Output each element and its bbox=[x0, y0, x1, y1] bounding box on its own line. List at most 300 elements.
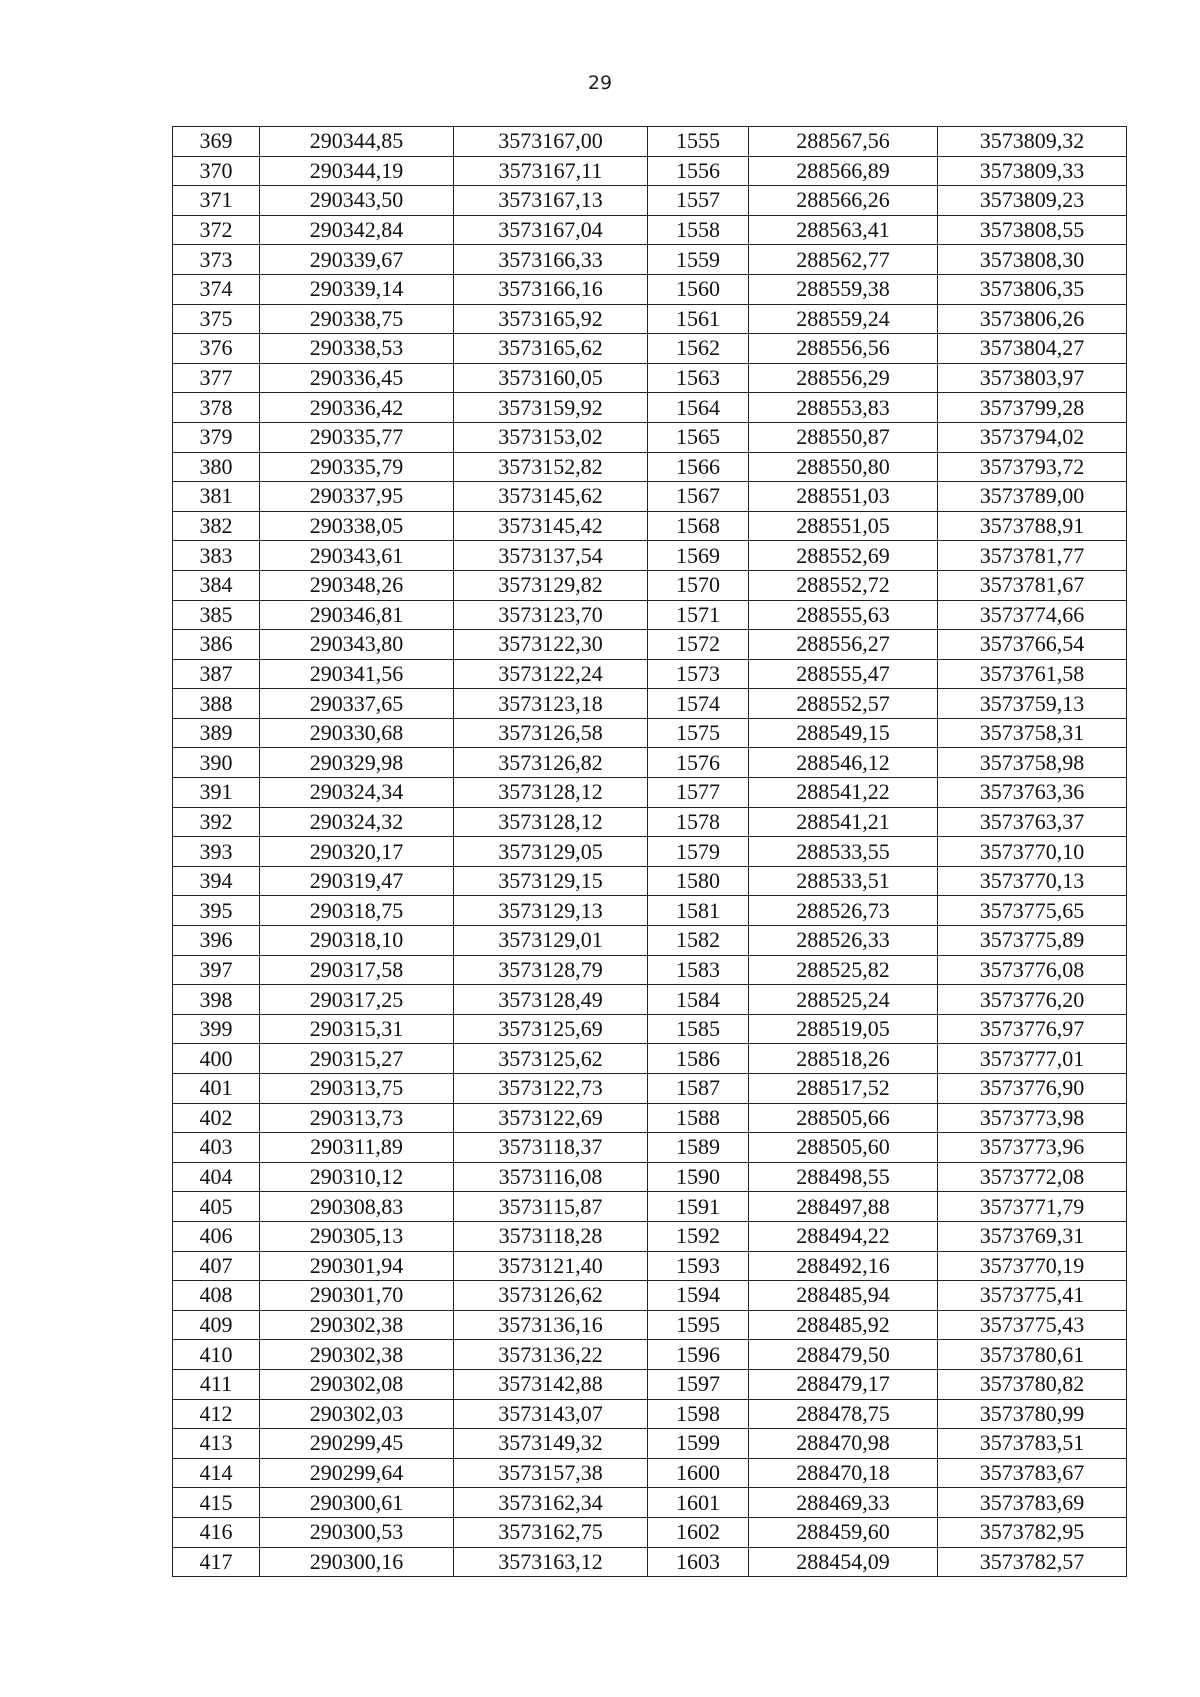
table-cell-y-coordinate: 3573808,55 bbox=[938, 215, 1127, 245]
table-cell-x-coordinate: 288470,98 bbox=[749, 1429, 938, 1459]
table-cell-x-coordinate: 288546,12 bbox=[749, 748, 938, 778]
table-cell-y-coordinate: 3573125,69 bbox=[454, 1014, 648, 1044]
table-cell-x-coordinate: 290324,34 bbox=[260, 778, 454, 808]
table-cell-y-coordinate: 3573783,67 bbox=[938, 1458, 1127, 1488]
table-row bbox=[173, 1310, 1127, 1340]
table-row bbox=[173, 896, 1127, 926]
table-cell-x-coordinate: 288479,17 bbox=[749, 1369, 938, 1399]
table-cell-point-number: 1602 bbox=[648, 1517, 749, 1547]
table-cell-y-coordinate: 3573775,65 bbox=[938, 896, 1127, 926]
table-cell-x-coordinate: 290341,56 bbox=[260, 659, 454, 689]
table-cell-point-number: 395 bbox=[173, 896, 260, 926]
table-cell-x-coordinate: 290338,05 bbox=[260, 511, 454, 541]
table-cell-y-coordinate: 3573803,97 bbox=[938, 363, 1127, 393]
table-cell-x-coordinate: 290343,50 bbox=[260, 186, 454, 216]
table-row bbox=[173, 1399, 1127, 1429]
table-row bbox=[173, 778, 1127, 808]
table-cell-point-number: 1598 bbox=[648, 1399, 749, 1429]
table-row bbox=[173, 659, 1127, 689]
table-cell-x-coordinate: 290302,38 bbox=[260, 1310, 454, 1340]
table-cell-y-coordinate: 3573806,26 bbox=[938, 304, 1127, 334]
table-cell-x-coordinate: 290310,12 bbox=[260, 1162, 454, 1192]
table-cell-point-number: 1564 bbox=[648, 393, 749, 423]
table-row bbox=[173, 452, 1127, 482]
table-cell-y-coordinate: 3573121,40 bbox=[454, 1251, 648, 1281]
table-cell-point-number: 1588 bbox=[648, 1103, 749, 1133]
table-cell-x-coordinate: 290336,42 bbox=[260, 393, 454, 423]
table-cell-x-coordinate: 290315,31 bbox=[260, 1014, 454, 1044]
table-cell-point-number: 391 bbox=[173, 778, 260, 808]
table-cell-x-coordinate: 288525,82 bbox=[749, 955, 938, 985]
table-cell-x-coordinate: 288541,21 bbox=[749, 807, 938, 837]
table-cell-point-number: 405 bbox=[173, 1192, 260, 1222]
table-cell-point-number: 1585 bbox=[648, 1014, 749, 1044]
table-cell-x-coordinate: 288551,03 bbox=[749, 482, 938, 512]
table-cell-y-coordinate: 3573128,12 bbox=[454, 778, 648, 808]
table-cell-point-number: 1560 bbox=[648, 274, 749, 304]
table-cell-point-number: 1599 bbox=[648, 1429, 749, 1459]
table-cell-y-coordinate: 3573149,32 bbox=[454, 1429, 648, 1459]
table-cell-point-number: 371 bbox=[173, 186, 260, 216]
table-cell-point-number: 396 bbox=[173, 926, 260, 956]
table-cell-y-coordinate: 3573137,54 bbox=[454, 541, 648, 571]
coordinates-table bbox=[172, 126, 1127, 1577]
table-row bbox=[173, 393, 1127, 423]
table-cell-point-number: 1556 bbox=[648, 156, 749, 186]
table-row bbox=[173, 541, 1127, 571]
table-cell-y-coordinate: 3573780,82 bbox=[938, 1369, 1127, 1399]
table-cell-x-coordinate: 290344,19 bbox=[260, 156, 454, 186]
table-cell-x-coordinate: 288552,72 bbox=[749, 570, 938, 600]
table-cell-x-coordinate: 288549,15 bbox=[749, 718, 938, 748]
table-cell-point-number: 1562 bbox=[648, 334, 749, 364]
table-cell-x-coordinate: 290318,75 bbox=[260, 896, 454, 926]
table-cell-y-coordinate: 3573125,62 bbox=[454, 1044, 648, 1074]
table-cell-x-coordinate: 288505,60 bbox=[749, 1133, 938, 1163]
table-cell-y-coordinate: 3573776,08 bbox=[938, 955, 1127, 985]
table-cell-x-coordinate: 288556,29 bbox=[749, 363, 938, 393]
table-cell-point-number: 1569 bbox=[648, 541, 749, 571]
table-cell-y-coordinate: 3573126,58 bbox=[454, 718, 648, 748]
table-row bbox=[173, 1103, 1127, 1133]
table-cell-x-coordinate: 290300,16 bbox=[260, 1547, 454, 1577]
table-cell-y-coordinate: 3573167,13 bbox=[454, 186, 648, 216]
table-cell-x-coordinate: 288469,33 bbox=[749, 1488, 938, 1518]
table-cell-x-coordinate: 288526,73 bbox=[749, 896, 938, 926]
table-row bbox=[173, 422, 1127, 452]
table-cell-point-number: 1558 bbox=[648, 215, 749, 245]
table-cell-point-number: 382 bbox=[173, 511, 260, 541]
table-cell-point-number: 404 bbox=[173, 1162, 260, 1192]
coordinates-table-body bbox=[173, 127, 1127, 1577]
table-row bbox=[173, 1281, 1127, 1311]
table-cell-x-coordinate: 288566,26 bbox=[749, 186, 938, 216]
table-cell-y-coordinate: 3573761,58 bbox=[938, 659, 1127, 689]
table-cell-y-coordinate: 3573770,10 bbox=[938, 837, 1127, 867]
table-cell-x-coordinate: 290315,27 bbox=[260, 1044, 454, 1074]
table-cell-y-coordinate: 3573129,01 bbox=[454, 926, 648, 956]
table-row bbox=[173, 1192, 1127, 1222]
table-cell-y-coordinate: 3573775,89 bbox=[938, 926, 1127, 956]
table-cell-point-number: 402 bbox=[173, 1103, 260, 1133]
table-cell-y-coordinate: 3573780,99 bbox=[938, 1399, 1127, 1429]
table-cell-y-coordinate: 3573115,87 bbox=[454, 1192, 648, 1222]
table-cell-point-number: 380 bbox=[173, 452, 260, 482]
table-cell-y-coordinate: 3573145,62 bbox=[454, 482, 648, 512]
table-cell-point-number: 398 bbox=[173, 985, 260, 1015]
table-cell-y-coordinate: 3573809,32 bbox=[938, 127, 1127, 157]
table-row bbox=[173, 334, 1127, 364]
table-cell-y-coordinate: 3573126,82 bbox=[454, 748, 648, 778]
table-cell-y-coordinate: 3573774,66 bbox=[938, 600, 1127, 630]
table-cell-x-coordinate: 290317,58 bbox=[260, 955, 454, 985]
table-cell-point-number: 411 bbox=[173, 1369, 260, 1399]
table-cell-x-coordinate: 288479,50 bbox=[749, 1340, 938, 1370]
table-cell-point-number: 1568 bbox=[648, 511, 749, 541]
table-cell-y-coordinate: 3573167,04 bbox=[454, 215, 648, 245]
table-cell-y-coordinate: 3573773,98 bbox=[938, 1103, 1127, 1133]
table-cell-point-number: 1572 bbox=[648, 630, 749, 660]
table-cell-y-coordinate: 3573773,96 bbox=[938, 1133, 1127, 1163]
table-cell-x-coordinate: 288567,56 bbox=[749, 127, 938, 157]
table-cell-y-coordinate: 3573128,12 bbox=[454, 807, 648, 837]
table-cell-point-number: 407 bbox=[173, 1251, 260, 1281]
table-cell-y-coordinate: 3573167,00 bbox=[454, 127, 648, 157]
table-cell-x-coordinate: 288478,75 bbox=[749, 1399, 938, 1429]
table-cell-x-coordinate: 290339,67 bbox=[260, 245, 454, 275]
table-cell-y-coordinate: 3573126,62 bbox=[454, 1281, 648, 1311]
table-cell-point-number: 378 bbox=[173, 393, 260, 423]
table-cell-y-coordinate: 3573166,33 bbox=[454, 245, 648, 275]
table-cell-point-number: 1579 bbox=[648, 837, 749, 867]
table-cell-x-coordinate: 290329,98 bbox=[260, 748, 454, 778]
table-cell-point-number: 1594 bbox=[648, 1281, 749, 1311]
table-cell-point-number: 389 bbox=[173, 718, 260, 748]
table-cell-x-coordinate: 288517,52 bbox=[749, 1074, 938, 1104]
table-cell-point-number: 406 bbox=[173, 1221, 260, 1251]
table-row bbox=[173, 1221, 1127, 1251]
table-cell-x-coordinate: 290337,95 bbox=[260, 482, 454, 512]
table-cell-point-number: 1603 bbox=[648, 1547, 749, 1577]
table-cell-x-coordinate: 288454,09 bbox=[749, 1547, 938, 1577]
table-cell-x-coordinate: 288533,55 bbox=[749, 837, 938, 867]
table-cell-y-coordinate: 3573806,35 bbox=[938, 274, 1127, 304]
table-cell-x-coordinate: 290343,61 bbox=[260, 541, 454, 571]
table-cell-point-number: 415 bbox=[173, 1488, 260, 1518]
table-cell-y-coordinate: 3573808,30 bbox=[938, 245, 1127, 275]
table-cell-point-number: 1600 bbox=[648, 1458, 749, 1488]
table-row bbox=[173, 511, 1127, 541]
table-cell-point-number: 384 bbox=[173, 570, 260, 600]
table-cell-y-coordinate: 3573165,62 bbox=[454, 334, 648, 364]
table-cell-y-coordinate: 3573763,36 bbox=[938, 778, 1127, 808]
table-cell-y-coordinate: 3573129,13 bbox=[454, 896, 648, 926]
table-cell-x-coordinate: 288494,22 bbox=[749, 1221, 938, 1251]
table-cell-y-coordinate: 3573129,05 bbox=[454, 837, 648, 867]
table-cell-y-coordinate: 3573136,22 bbox=[454, 1340, 648, 1370]
table-row bbox=[173, 1014, 1127, 1044]
table-cell-point-number: 1557 bbox=[648, 186, 749, 216]
table-cell-y-coordinate: 3573122,24 bbox=[454, 659, 648, 689]
table-cell-x-coordinate: 290346,81 bbox=[260, 600, 454, 630]
table-cell-x-coordinate: 290336,45 bbox=[260, 363, 454, 393]
table-cell-y-coordinate: 3573153,02 bbox=[454, 422, 648, 452]
table-row bbox=[173, 1251, 1127, 1281]
table-cell-point-number: 1586 bbox=[648, 1044, 749, 1074]
table-cell-y-coordinate: 3573163,12 bbox=[454, 1547, 648, 1577]
table-cell-point-number: 1584 bbox=[648, 985, 749, 1015]
table-cell-y-coordinate: 3573782,95 bbox=[938, 1517, 1127, 1547]
table-cell-y-coordinate: 3573165,92 bbox=[454, 304, 648, 334]
table-cell-x-coordinate: 288505,66 bbox=[749, 1103, 938, 1133]
table-cell-point-number: 399 bbox=[173, 1014, 260, 1044]
table-cell-x-coordinate: 290311,89 bbox=[260, 1133, 454, 1163]
table-cell-x-coordinate: 288555,63 bbox=[749, 600, 938, 630]
table-cell-point-number: 370 bbox=[173, 156, 260, 186]
table-cell-x-coordinate: 290300,53 bbox=[260, 1517, 454, 1547]
table-cell-point-number: 376 bbox=[173, 334, 260, 364]
table-cell-x-coordinate: 290319,47 bbox=[260, 866, 454, 896]
table-row bbox=[173, 718, 1127, 748]
table-cell-point-number: 393 bbox=[173, 837, 260, 867]
table-cell-y-coordinate: 3573157,38 bbox=[454, 1458, 648, 1488]
table-cell-x-coordinate: 290338,53 bbox=[260, 334, 454, 364]
table-row bbox=[173, 1517, 1127, 1547]
table-cell-point-number: 1593 bbox=[648, 1251, 749, 1281]
table-cell-point-number: 1573 bbox=[648, 659, 749, 689]
table-cell-x-coordinate: 288556,27 bbox=[749, 630, 938, 660]
table-cell-y-coordinate: 3573782,57 bbox=[938, 1547, 1127, 1577]
table-cell-y-coordinate: 3573123,70 bbox=[454, 600, 648, 630]
table-cell-y-coordinate: 3573758,31 bbox=[938, 718, 1127, 748]
table-row bbox=[173, 866, 1127, 896]
table-cell-point-number: 1580 bbox=[648, 866, 749, 896]
table-cell-x-coordinate: 288541,22 bbox=[749, 778, 938, 808]
table-cell-point-number: 1590 bbox=[648, 1162, 749, 1192]
table-cell-x-coordinate: 288519,05 bbox=[749, 1014, 938, 1044]
table-row bbox=[173, 1133, 1127, 1163]
table-cell-x-coordinate: 288526,33 bbox=[749, 926, 938, 956]
table-cell-y-coordinate: 3573118,37 bbox=[454, 1133, 648, 1163]
table-row bbox=[173, 1044, 1127, 1074]
table-cell-y-coordinate: 3573145,42 bbox=[454, 511, 648, 541]
table-cell-point-number: 377 bbox=[173, 363, 260, 393]
table-cell-y-coordinate: 3573775,43 bbox=[938, 1310, 1127, 1340]
page-number: 29 bbox=[587, 72, 613, 94]
table-cell-y-coordinate: 3573122,69 bbox=[454, 1103, 648, 1133]
table-cell-y-coordinate: 3573142,88 bbox=[454, 1369, 648, 1399]
table-cell-point-number: 414 bbox=[173, 1458, 260, 1488]
table-cell-point-number: 374 bbox=[173, 274, 260, 304]
table-cell-point-number: 1595 bbox=[648, 1310, 749, 1340]
table-row bbox=[173, 1162, 1127, 1192]
table-cell-y-coordinate: 3573128,49 bbox=[454, 985, 648, 1015]
table-cell-x-coordinate: 288566,89 bbox=[749, 156, 938, 186]
table-cell-y-coordinate: 3573781,77 bbox=[938, 541, 1127, 571]
table-cell-y-coordinate: 3573770,13 bbox=[938, 866, 1127, 896]
table-cell-x-coordinate: 290348,26 bbox=[260, 570, 454, 600]
table-row bbox=[173, 304, 1127, 334]
table-cell-y-coordinate: 3573763,37 bbox=[938, 807, 1127, 837]
table-row bbox=[173, 600, 1127, 630]
table-cell-x-coordinate: 290308,83 bbox=[260, 1192, 454, 1222]
table-cell-y-coordinate: 3573162,34 bbox=[454, 1488, 648, 1518]
table-row bbox=[173, 689, 1127, 719]
table-cell-point-number: 413 bbox=[173, 1429, 260, 1459]
table-cell-y-coordinate: 3573122,30 bbox=[454, 630, 648, 660]
table-row bbox=[173, 156, 1127, 186]
table-cell-point-number: 379 bbox=[173, 422, 260, 452]
table-cell-x-coordinate: 290305,13 bbox=[260, 1221, 454, 1251]
table-cell-y-coordinate: 3573129,82 bbox=[454, 570, 648, 600]
table-cell-y-coordinate: 3573776,20 bbox=[938, 985, 1127, 1015]
table-cell-point-number: 403 bbox=[173, 1133, 260, 1163]
table-cell-x-coordinate: 290302,03 bbox=[260, 1399, 454, 1429]
table-cell-x-coordinate: 290318,10 bbox=[260, 926, 454, 956]
table-cell-x-coordinate: 290302,38 bbox=[260, 1340, 454, 1370]
table-cell-y-coordinate: 3573783,51 bbox=[938, 1429, 1127, 1459]
table-row bbox=[173, 482, 1127, 512]
table-cell-y-coordinate: 3573775,41 bbox=[938, 1281, 1127, 1311]
table-cell-point-number: 369 bbox=[173, 127, 260, 157]
table-cell-x-coordinate: 290330,68 bbox=[260, 718, 454, 748]
table-cell-x-coordinate: 290301,70 bbox=[260, 1281, 454, 1311]
table-cell-x-coordinate: 290324,32 bbox=[260, 807, 454, 837]
table-cell-x-coordinate: 290317,25 bbox=[260, 985, 454, 1015]
table-cell-point-number: 1596 bbox=[648, 1340, 749, 1370]
table-row bbox=[173, 1458, 1127, 1488]
table-cell-x-coordinate: 288470,18 bbox=[749, 1458, 938, 1488]
table-cell-y-coordinate: 3573129,15 bbox=[454, 866, 648, 896]
table-cell-x-coordinate: 290302,08 bbox=[260, 1369, 454, 1399]
table-cell-point-number: 1581 bbox=[648, 896, 749, 926]
table-cell-y-coordinate: 3573128,79 bbox=[454, 955, 648, 985]
table-cell-x-coordinate: 290337,65 bbox=[260, 689, 454, 719]
table-row bbox=[173, 570, 1127, 600]
table-cell-x-coordinate: 290301,94 bbox=[260, 1251, 454, 1281]
table-cell-point-number: 408 bbox=[173, 1281, 260, 1311]
table-cell-point-number: 410 bbox=[173, 1340, 260, 1370]
table-row bbox=[173, 186, 1127, 216]
table-row bbox=[173, 127, 1127, 157]
table-row bbox=[173, 363, 1127, 393]
table-cell-x-coordinate: 290313,73 bbox=[260, 1103, 454, 1133]
table-cell-x-coordinate: 288556,56 bbox=[749, 334, 938, 364]
table-cell-x-coordinate: 290320,17 bbox=[260, 837, 454, 867]
table-cell-x-coordinate: 288559,24 bbox=[749, 304, 938, 334]
table-row bbox=[173, 1429, 1127, 1459]
table-cell-point-number: 1567 bbox=[648, 482, 749, 512]
table-cell-y-coordinate: 3573769,31 bbox=[938, 1221, 1127, 1251]
table-cell-x-coordinate: 288525,24 bbox=[749, 985, 938, 1015]
table-cell-x-coordinate: 290338,75 bbox=[260, 304, 454, 334]
table-cell-y-coordinate: 3573780,61 bbox=[938, 1340, 1127, 1370]
table-cell-x-coordinate: 288552,57 bbox=[749, 689, 938, 719]
table-row bbox=[173, 985, 1127, 1015]
table-cell-x-coordinate: 288562,77 bbox=[749, 245, 938, 275]
table-cell-x-coordinate: 288485,94 bbox=[749, 1281, 938, 1311]
table-cell-x-coordinate: 288555,47 bbox=[749, 659, 938, 689]
table-cell-y-coordinate: 3573136,16 bbox=[454, 1310, 648, 1340]
table-row bbox=[173, 837, 1127, 867]
table-cell-y-coordinate: 3573143,07 bbox=[454, 1399, 648, 1429]
table-cell-x-coordinate: 290335,79 bbox=[260, 452, 454, 482]
table-cell-x-coordinate: 290335,77 bbox=[260, 422, 454, 452]
table-row bbox=[173, 748, 1127, 778]
table-cell-x-coordinate: 288518,26 bbox=[749, 1044, 938, 1074]
table-cell-x-coordinate: 288550,87 bbox=[749, 422, 938, 452]
table-cell-point-number: 1559 bbox=[648, 245, 749, 275]
table-row bbox=[173, 1074, 1127, 1104]
table-cell-x-coordinate: 288550,80 bbox=[749, 452, 938, 482]
table-cell-y-coordinate: 3573776,97 bbox=[938, 1014, 1127, 1044]
table-row bbox=[173, 807, 1127, 837]
table-cell-y-coordinate: 3573789,00 bbox=[938, 482, 1127, 512]
table-row bbox=[173, 1547, 1127, 1577]
table-cell-point-number: 409 bbox=[173, 1310, 260, 1340]
table-cell-point-number: 392 bbox=[173, 807, 260, 837]
table-cell-y-coordinate: 3573804,27 bbox=[938, 334, 1127, 364]
table-cell-point-number: 385 bbox=[173, 600, 260, 630]
table-cell-y-coordinate: 3573809,33 bbox=[938, 156, 1127, 186]
table-cell-x-coordinate: 288553,83 bbox=[749, 393, 938, 423]
table-cell-y-coordinate: 3573809,23 bbox=[938, 186, 1127, 216]
table-row bbox=[173, 926, 1127, 956]
table-cell-y-coordinate: 3573793,72 bbox=[938, 452, 1127, 482]
table-cell-y-coordinate: 3573771,79 bbox=[938, 1192, 1127, 1222]
table-row bbox=[173, 245, 1127, 275]
table-cell-point-number: 400 bbox=[173, 1044, 260, 1074]
table-cell-point-number: 1601 bbox=[648, 1488, 749, 1518]
table-cell-x-coordinate: 288459,60 bbox=[749, 1517, 938, 1547]
table-cell-point-number: 1566 bbox=[648, 452, 749, 482]
table-cell-x-coordinate: 288485,92 bbox=[749, 1310, 938, 1340]
table-row bbox=[173, 215, 1127, 245]
table-cell-point-number: 1571 bbox=[648, 600, 749, 630]
table-cell-point-number: 1574 bbox=[648, 689, 749, 719]
table-cell-y-coordinate: 3573118,28 bbox=[454, 1221, 648, 1251]
table-cell-point-number: 1555 bbox=[648, 127, 749, 157]
table-row bbox=[173, 630, 1127, 660]
table-cell-x-coordinate: 288533,51 bbox=[749, 866, 938, 896]
table-cell-x-coordinate: 288552,69 bbox=[749, 541, 938, 571]
table-cell-point-number: 1597 bbox=[648, 1369, 749, 1399]
table-row bbox=[173, 1488, 1127, 1518]
table-cell-y-coordinate: 3573159,92 bbox=[454, 393, 648, 423]
table-cell-point-number: 1575 bbox=[648, 718, 749, 748]
table-cell-point-number: 375 bbox=[173, 304, 260, 334]
table-cell-y-coordinate: 3573758,98 bbox=[938, 748, 1127, 778]
table-cell-x-coordinate: 288551,05 bbox=[749, 511, 938, 541]
table-cell-y-coordinate: 3573166,16 bbox=[454, 274, 648, 304]
table-cell-y-coordinate: 3573122,73 bbox=[454, 1074, 648, 1104]
table-cell-point-number: 373 bbox=[173, 245, 260, 275]
table-cell-point-number: 390 bbox=[173, 748, 260, 778]
table-cell-y-coordinate: 3573772,08 bbox=[938, 1162, 1127, 1192]
table-cell-point-number: 1561 bbox=[648, 304, 749, 334]
table-cell-point-number: 1592 bbox=[648, 1221, 749, 1251]
table-cell-x-coordinate: 290342,84 bbox=[260, 215, 454, 245]
table-cell-y-coordinate: 3573783,69 bbox=[938, 1488, 1127, 1518]
table-cell-point-number: 397 bbox=[173, 955, 260, 985]
table-cell-point-number: 1591 bbox=[648, 1192, 749, 1222]
table-cell-x-coordinate: 290300,61 bbox=[260, 1488, 454, 1518]
table-row bbox=[173, 955, 1127, 985]
table-cell-point-number: 372 bbox=[173, 215, 260, 245]
table-cell-point-number: 1570 bbox=[648, 570, 749, 600]
table-cell-point-number: 1577 bbox=[648, 778, 749, 808]
table-cell-x-coordinate: 290344,85 bbox=[260, 127, 454, 157]
